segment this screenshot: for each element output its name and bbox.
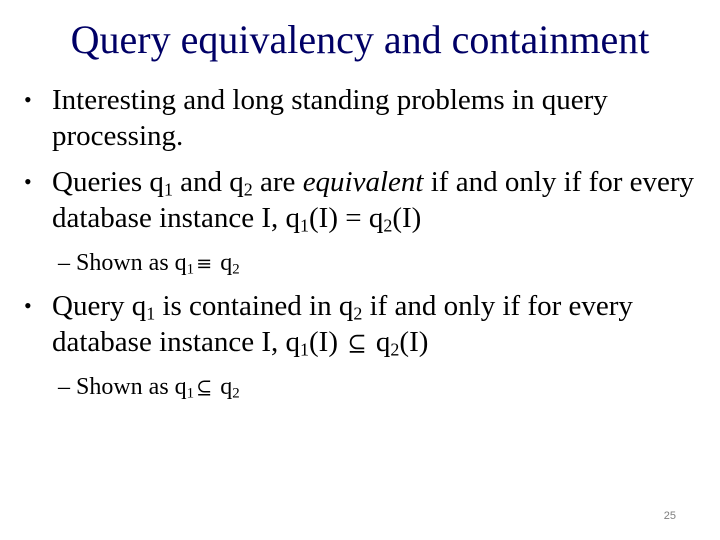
- bullet-equivalence-definition: [24, 164, 704, 236]
- bullet-marker: •: [24, 87, 32, 112]
- page-number: 25: [663, 510, 676, 522]
- bullet-interesting-problems: [24, 82, 704, 154]
- equivalent-emphasis: equivalent: [302, 166, 424, 198]
- slide-title: Query equivalency and containment: [70, 17, 650, 62]
- bullet-text: Queries $q_1$ and $q_2$ are equivalent if and only if for every database instance I, $q_1(I) = q_2(I)$: [52, 166, 695, 236]
- subset-symbol: ⊆: [347, 330, 367, 357]
- dash-marker: –: [58, 250, 70, 276]
- bullet-text: Interesting and long standing problems in query processing.: [52, 84, 608, 152]
- bullet-marker: •: [24, 169, 32, 194]
- bullet-text: Query $q_1$ is contained in $q_2$ if and only if for every database instance I, $q_1(I)$ ⊆ $q_2(I)$: [52, 290, 633, 360]
- bullet-marker: •: [24, 293, 32, 318]
- subset-symbol: ⊆: [196, 376, 213, 399]
- sub-bullet-equivalence-notation: – Shown as $q_1 \equiv q_2$: [58, 250, 240, 278]
- bullet-containment-definition: [24, 288, 704, 362]
- equivalence-symbol: ≡: [196, 252, 213, 275]
- dash-marker: –: [58, 374, 70, 400]
- sub-bullet-containment-notation: – Shown as $q_1$ ⊆ $q_2$: [58, 374, 240, 402]
